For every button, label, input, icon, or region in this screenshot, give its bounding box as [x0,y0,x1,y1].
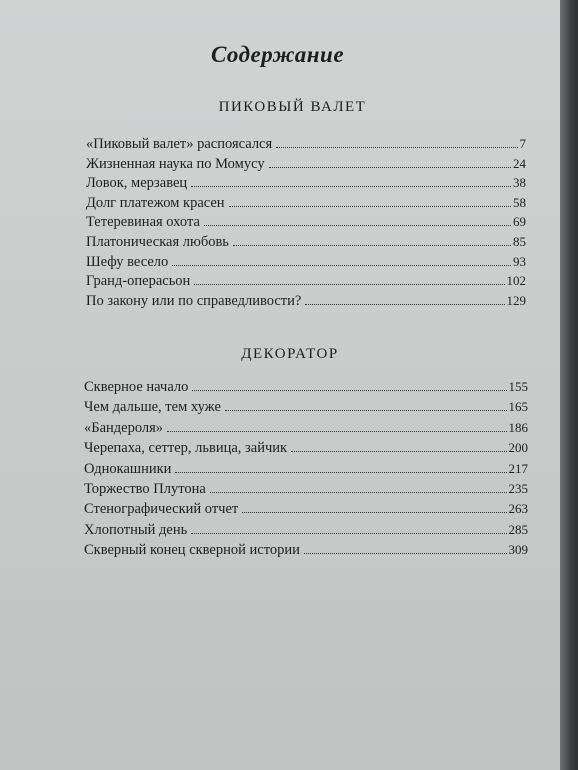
toc-entry [84,440,528,460]
toc-entry [86,214,526,234]
toc-entry [86,273,526,293]
entry-title: Жизненная наука по Момусу [86,155,265,172]
toc-entry [84,522,528,542]
toc-entry [86,175,526,195]
dot-leader [172,265,511,266]
entry-title: Скверный конец скверной истории [84,542,300,559]
toc-entry [86,234,526,254]
toc-entry [84,481,528,501]
page-number: 186 [508,419,528,435]
page-number: 69 [513,214,526,230]
page-number: 129 [506,292,526,308]
entry-title: Платоническая любовь [86,233,229,250]
dot-leader [229,206,511,207]
section-heading-dekorator: ДЕКОРАТОР [241,346,339,362]
dot-leader [276,147,517,148]
page-edge-shadow [560,0,578,770]
toc-entry [84,420,528,440]
page-number: 309 [508,542,528,558]
dot-leader [192,390,506,391]
dot-leader [305,304,504,305]
toc-entry [84,501,528,521]
page-number: 235 [508,480,528,496]
toc-entry [84,542,528,562]
page-number: 263 [508,501,528,517]
entry-title: Скверное начало [84,379,189,395]
dot-leader [204,225,511,226]
dot-leader [242,512,506,513]
toc-entry [86,293,526,313]
dot-leader [304,553,507,554]
page-number: 165 [508,399,528,415]
dot-leader [194,284,504,285]
entry-title: Однокашники [84,460,172,477]
dot-leader [233,245,511,246]
entry-title: Хлопотный день [84,521,188,538]
page-number: 155 [508,379,528,394]
dot-leader [191,533,506,534]
page-number: 38 [513,175,526,191]
entry-title: По закону или по справедливости? [86,292,302,309]
entry-title: Торжество Плутона [84,480,206,497]
toc-list-pikovyi-valet [86,136,526,312]
page-number: 200 [508,440,528,456]
toc-entry [86,254,526,274]
entry-title: Чем дальше, тем хуже [84,399,221,416]
contents-title: Содержание [210,42,345,67]
toc-list-dekorator [84,379,528,563]
dot-leader [210,492,507,493]
entry-title: «Пиковый валет» распоясался [86,136,273,152]
dot-leader [167,431,506,432]
entry-title: Гранд-операсьон [86,273,191,290]
toc-entry [86,136,526,156]
toc-entry [86,195,526,215]
entry-title: «Бандероля» [84,419,164,436]
toc-entry [84,399,528,419]
page-number: 85 [513,233,526,249]
page-number: 7 [519,136,526,151]
page-number: 285 [508,521,528,537]
entry-title: Ловок, мерзавец [86,175,188,192]
page-number: 24 [513,155,526,171]
entry-title: Тетеревиная охота [86,214,200,231]
dot-leader [269,167,511,168]
toc-entry [86,156,526,176]
entry-title: Стенографический отчет [84,501,239,518]
section-heading-pikovyi-valet: ПИКОВЫЙ ВАЛЕТ [218,99,367,115]
toc-entry [84,379,528,399]
page-number: 217 [508,460,528,476]
dot-leader [191,186,511,187]
dot-leader [175,472,506,473]
entry-title: Шефу весело [86,253,169,270]
entry-title: Долг платежом красен [86,194,225,211]
page-number: 58 [513,194,526,210]
dot-leader [225,410,507,411]
page-number: 93 [513,253,526,269]
toc-entry [84,461,528,481]
entry-title: Черепаха, сеттер, львица, зайчик [84,440,288,457]
page-number: 102 [506,273,526,289]
dot-leader [291,451,506,452]
